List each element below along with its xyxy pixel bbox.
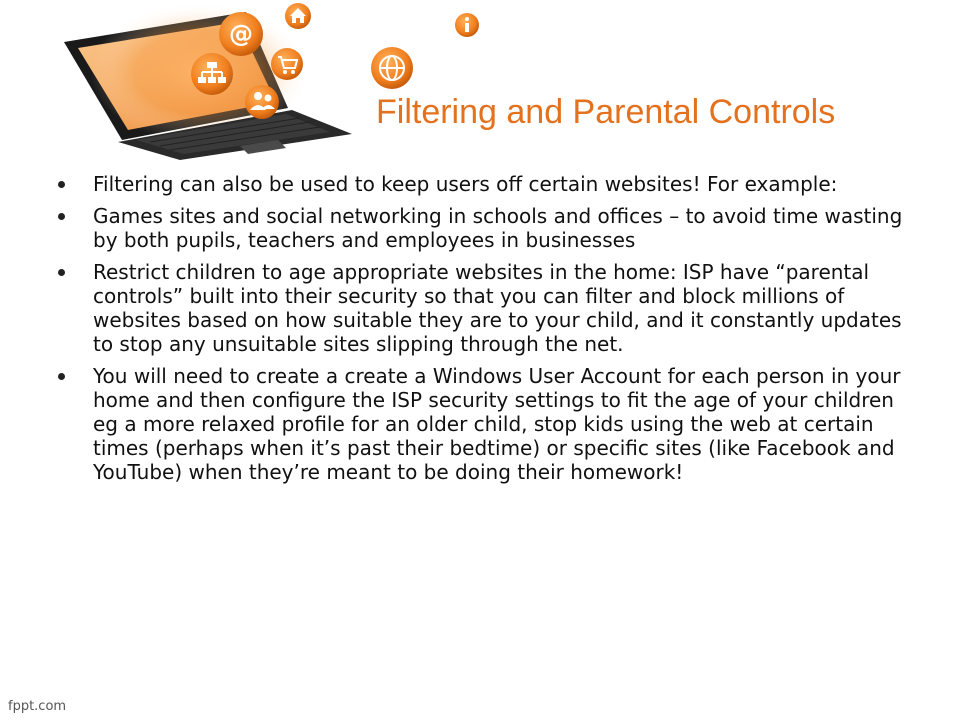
bullet-text: Restrict children to age appropriate websites in the home: ISP have “parental controls” built into their security so that you can filter and block millions of websites based on how suitable they are to your child, and it constantly updates to stop any unsuitable sites slipping through the net. — [93, 260, 902, 356]
users-icon — [245, 85, 279, 119]
laptop-illustration — [0, 0, 480, 160]
at-sign-icon — [219, 12, 263, 56]
bullet-text: You will need to create a create a Windows User Account for each person in your home and then configure the ISP security settings to fit the age of your children eg a more relaxed profile for an older child, stop kids using the web at certain times (perhaps when it’s past their bedtime) or specific sites (like Facebook and YouTube) when they’re meant to be doing their homework! — [93, 364, 901, 484]
shopping-cart-icon — [271, 48, 303, 80]
sitemap-icon — [191, 53, 233, 95]
bullet-dot — [58, 213, 65, 220]
globe-icon — [371, 47, 413, 89]
bullet-text: Filtering can also be used to keep users off certain websites! For example: — [93, 172, 838, 196]
bullet-dot — [58, 181, 65, 188]
bullet-item — [58, 172, 920, 196]
bullet-text: Games sites and social networking in schools and offices – to avoid time wasting by both pupils, teachers and employees in businesses — [93, 204, 903, 252]
slide-title: Filtering and Parental Controls — [376, 93, 836, 131]
svg-text:@: @ — [229, 20, 253, 48]
info-icon — [455, 13, 479, 37]
bullet-item — [58, 260, 920, 356]
bullet-dot — [58, 373, 65, 380]
bullet-list — [58, 172, 920, 492]
home-icon — [285, 3, 311, 29]
bullet-item — [58, 204, 920, 252]
bullet-item — [58, 364, 920, 484]
bullet-dot — [58, 269, 65, 276]
watermark: fppt.com — [8, 699, 67, 714]
